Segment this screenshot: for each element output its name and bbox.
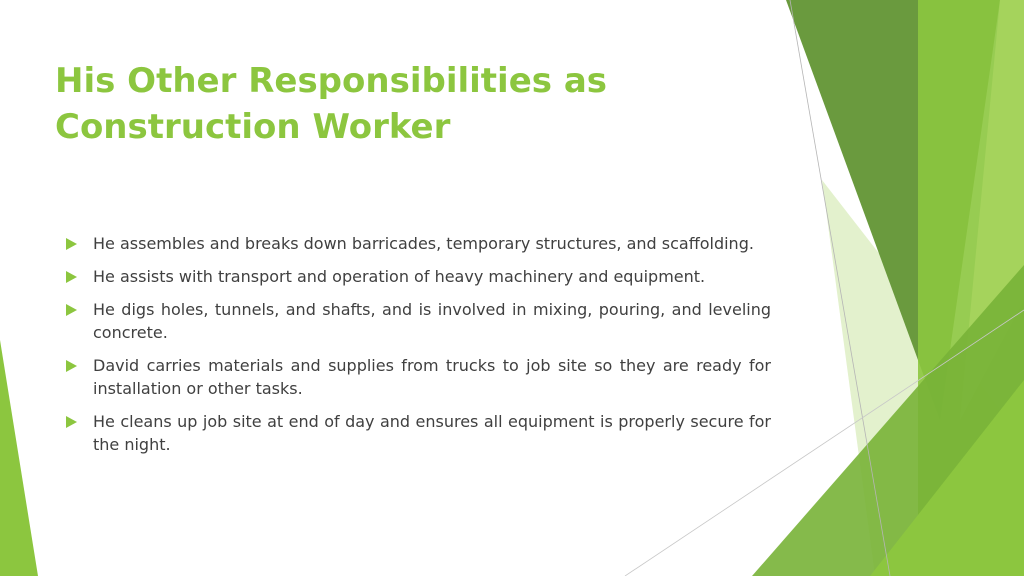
slide-title bbox=[55, 58, 755, 150]
bullet-text: He cleans up job site at end of day and ensures all equipment is properly secure for the night. bbox=[93, 412, 771, 454]
bullet-item bbox=[66, 265, 771, 288]
slide-title-line-1: His Other Responsibilities as bbox=[55, 61, 608, 101]
bullet-list bbox=[66, 232, 771, 466]
bullet-item bbox=[66, 298, 771, 344]
bullet-text: He digs holes, tunnels, and shafts, and is involved in mixing, pouring, and leveling concrete. bbox=[93, 300, 771, 342]
triangle-bullet-icon bbox=[66, 304, 77, 316]
bullet-item bbox=[66, 354, 771, 400]
bullet-text: He assembles and breaks down barricades, temporary structures, and scaffolding. bbox=[93, 234, 754, 253]
bullet-text: David carries materials and supplies from trucks to job site so they are ready for installation or other tasks. bbox=[93, 356, 771, 398]
bullet-item bbox=[66, 410, 771, 456]
slide-title-line-2: Construction Worker bbox=[55, 107, 451, 147]
decor-left-sliver bbox=[0, 340, 38, 576]
triangle-bullet-icon bbox=[66, 238, 77, 250]
bullet-text: He assists with transport and operation of heavy machinery and equipment. bbox=[93, 267, 706, 286]
triangle-bullet-icon bbox=[66, 416, 77, 428]
triangle-bullet-icon bbox=[66, 271, 77, 283]
bullet-item bbox=[66, 232, 771, 255]
triangle-bullet-icon bbox=[66, 360, 77, 372]
